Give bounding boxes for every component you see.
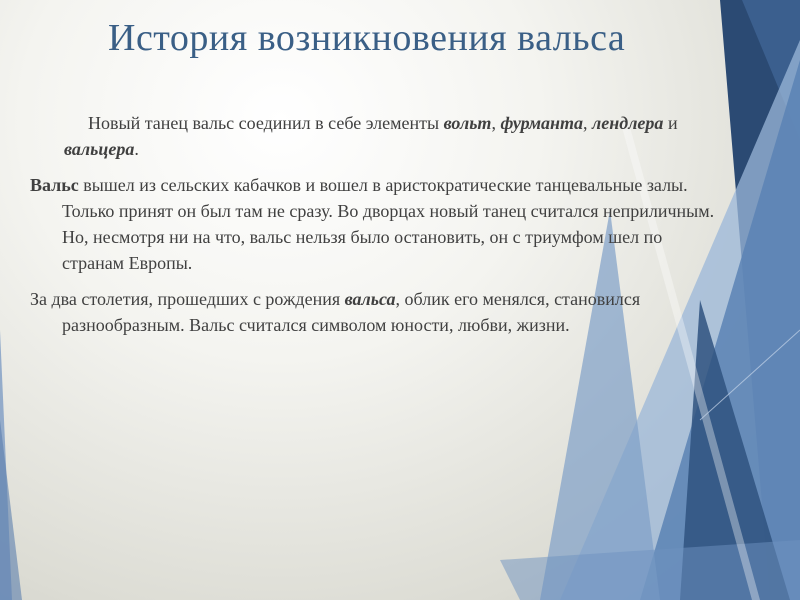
term-waltz: Вальс: [30, 175, 79, 195]
text-run: , облик его менялся, становился разнообразным. Вальс считался символом юности, любви, жизни.: [62, 289, 641, 335]
term-walzer: вальцера: [64, 139, 135, 159]
term-landler: лендлера: [592, 113, 664, 133]
term-volt: вольт: [443, 113, 492, 133]
left-edge-shape-2: [0, 420, 22, 600]
paragraph-text: [30, 286, 720, 338]
paragraph-text: [30, 172, 720, 276]
text-run: Новый танец вальс соединил в себе элементы: [88, 113, 444, 133]
text-run: ,: [583, 113, 593, 133]
term-furiant: фурманта: [500, 113, 584, 133]
slide-title: История возникновения вальса: [108, 17, 626, 59]
paragraph-3: [30, 286, 720, 338]
text-run: вышел из сельских кабачков и вошел в аристократические танцевальные залы. Только принят он был там не сразу. Во дворцах новый танец считался неприличным. Но, несмотря ни на что, вальс нельзя было остановить, он с триумфом шел по странам Европы.: [62, 175, 715, 273]
text-run: .: [134, 139, 139, 159]
paragraph-1: [30, 110, 720, 162]
paragraph-2: [30, 172, 720, 276]
slide-content: [30, 110, 720, 348]
text-run: За два столетия, прошедших с рождения: [30, 289, 345, 309]
paragraph-text: [64, 110, 720, 162]
term-waltz-genitive: вальса: [344, 289, 396, 309]
text-run: ,: [491, 113, 501, 133]
text-run: и: [663, 113, 678, 133]
